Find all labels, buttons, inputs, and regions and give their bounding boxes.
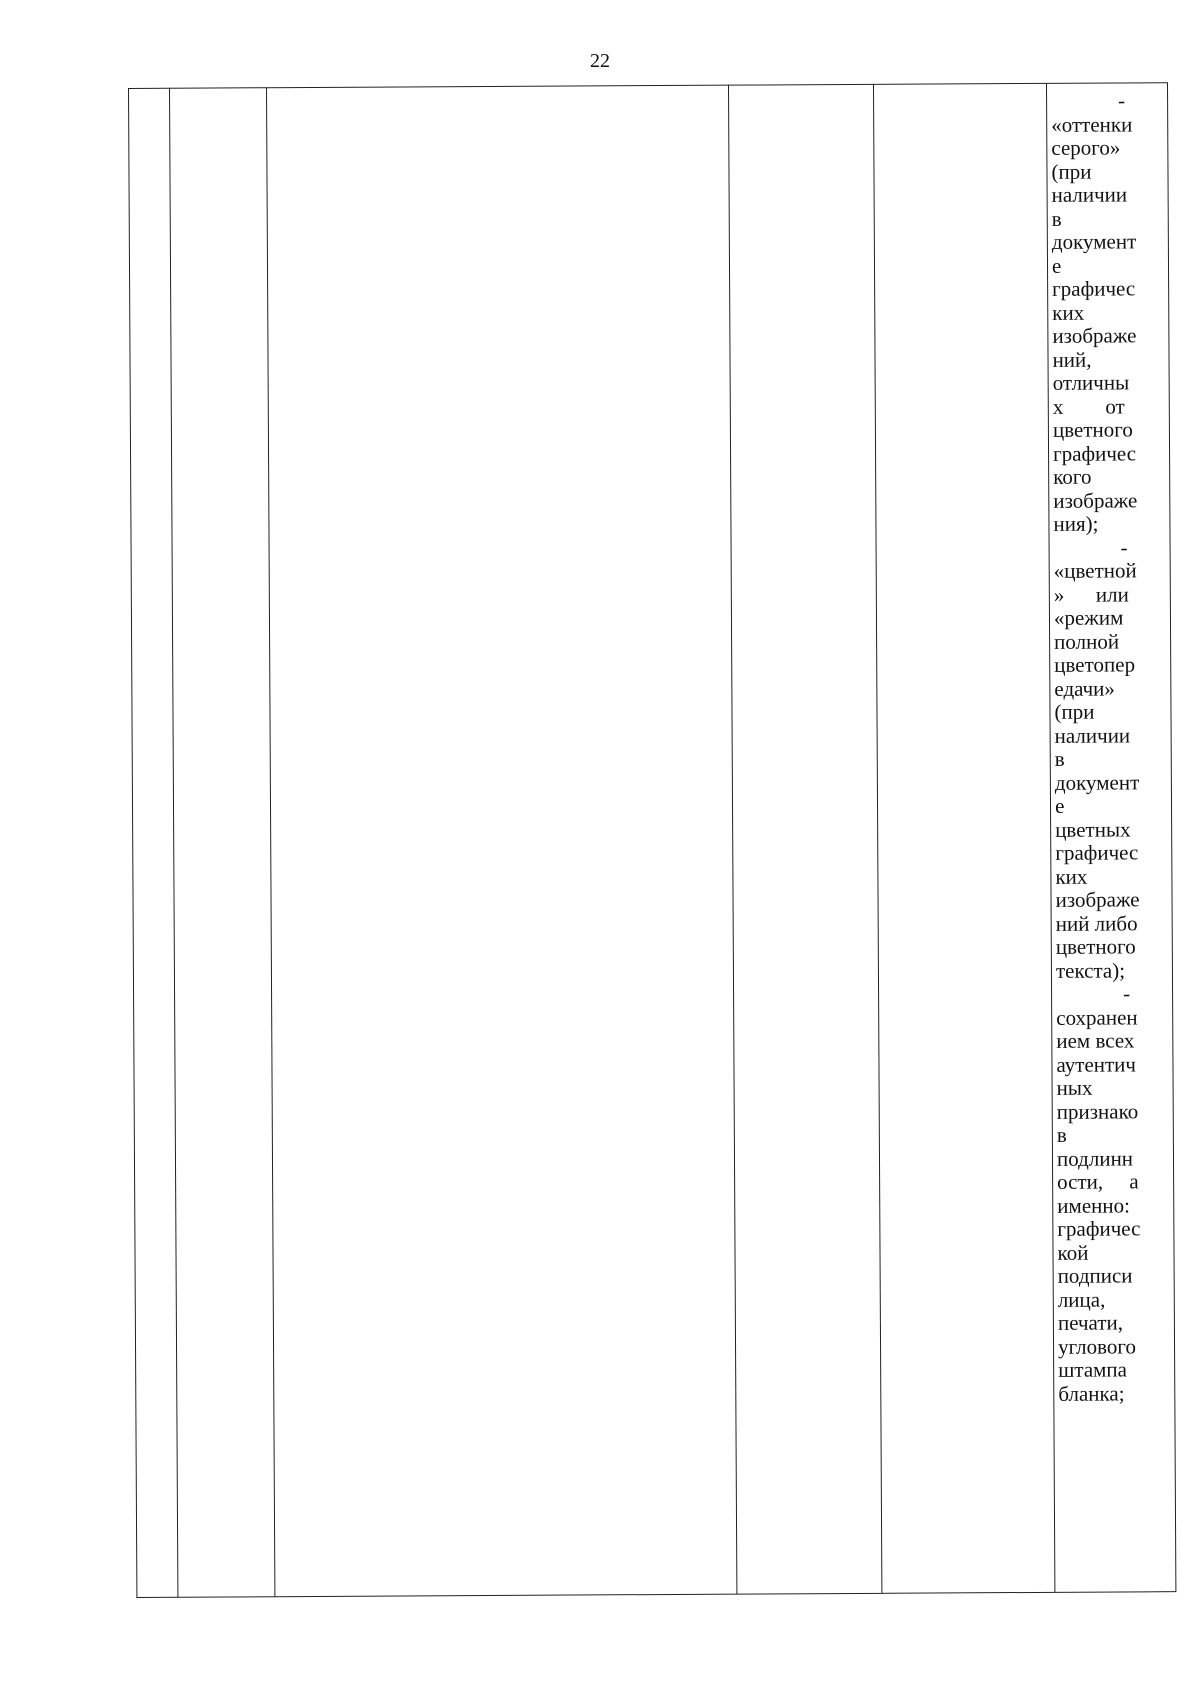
text-line: ных <box>1056 1075 1093 1100</box>
text-line: текста); <box>1055 957 1126 983</box>
text-line: е <box>1051 253 1062 278</box>
list-item <box>1051 89 1154 536</box>
text-line: наличии <box>1051 182 1128 207</box>
text-line: кой <box>1057 1240 1089 1265</box>
text-line: документ <box>1051 229 1137 254</box>
list-item <box>1054 536 1157 983</box>
text-line: (при <box>1054 699 1095 724</box>
text-line: аутентич <box>1056 1051 1137 1077</box>
text-line: цветного <box>1055 934 1136 959</box>
text-line: «режим <box>1053 605 1124 630</box>
dash-marker: - <box>1118 88 1126 113</box>
text-line: цветопер <box>1054 652 1136 677</box>
text-line: (при <box>1051 159 1092 184</box>
text-line: изображе <box>1055 887 1140 912</box>
list-item <box>1056 982 1159 1406</box>
text-line: цветных <box>1055 816 1131 842</box>
text-line: ний либо <box>1055 910 1138 936</box>
text-line: графичес <box>1057 1216 1141 1241</box>
text-line: » или <box>1053 581 1129 607</box>
text-line: «оттенки <box>1051 111 1133 137</box>
table-cell-2 <box>169 87 274 1598</box>
page-number: 22 <box>590 50 610 72</box>
text-line: ния); <box>1053 511 1099 536</box>
text-line: печати, <box>1057 1310 1124 1335</box>
text-line: бланка; <box>1058 1380 1125 1406</box>
table-cell-6 <box>1046 82 1176 1593</box>
text-line: ием всех <box>1056 1028 1135 1053</box>
text-line: графичес <box>1052 276 1136 301</box>
table <box>128 82 1176 1598</box>
text-line: отличны <box>1052 370 1130 395</box>
text-line: подлинн <box>1056 1145 1134 1171</box>
text-line: ких <box>1055 864 1088 889</box>
text-line: е <box>1054 793 1065 818</box>
text-line: документ <box>1054 769 1140 795</box>
text-line: серого» <box>1051 135 1121 160</box>
text-line: изображе <box>1052 323 1137 348</box>
text-line: кого <box>1053 464 1092 489</box>
dash-marker: - <box>1120 534 1128 559</box>
text-line: штампа <box>1058 1357 1128 1382</box>
text-line: ости, а <box>1057 1169 1139 1194</box>
text-line: графичес <box>1052 440 1137 466</box>
text-line: в <box>1056 1122 1067 1147</box>
text-line: «цветной <box>1053 558 1137 583</box>
text-line: в <box>1051 206 1062 231</box>
table-cell-3 <box>266 85 736 1598</box>
text-line: углового <box>1057 1333 1136 1359</box>
text-line: ких <box>1052 300 1085 325</box>
text-line: наличии <box>1054 722 1131 748</box>
table-cell-4 <box>728 84 881 1595</box>
text-line: признако <box>1056 1098 1139 1124</box>
text-line: изображе <box>1053 487 1138 513</box>
table-cell-5 <box>873 83 1054 1594</box>
text-line: х от <box>1052 393 1125 419</box>
text-line: цветного <box>1052 417 1133 442</box>
text-line: подписи <box>1057 1263 1133 1288</box>
text-line: едачи» <box>1054 675 1115 701</box>
text-line: в <box>1054 746 1065 771</box>
text-line: графичес <box>1055 840 1139 865</box>
text-line: лица, <box>1057 1287 1106 1312</box>
dash-marker: - <box>1123 981 1131 1006</box>
cell-text <box>1051 89 1159 1406</box>
text-line: ний, <box>1052 347 1092 372</box>
text-line: сохранен <box>1056 1004 1138 1030</box>
text-line: полной <box>1054 628 1120 654</box>
text-line: именно: <box>1057 1192 1130 1218</box>
